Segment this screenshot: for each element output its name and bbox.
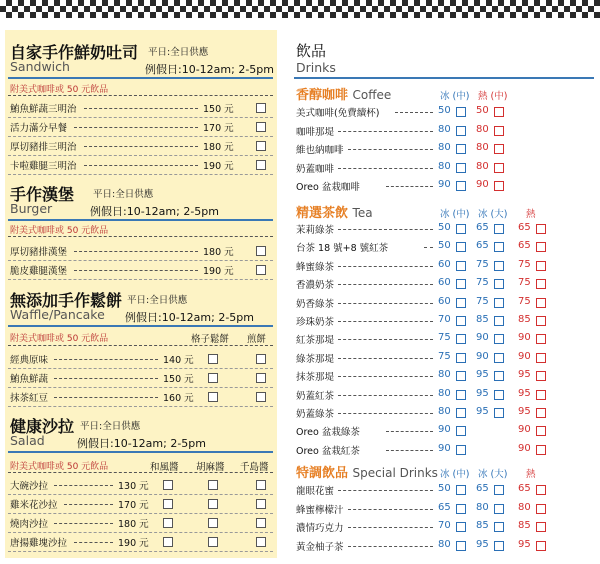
- tea-price-m: 75: [438, 350, 451, 362]
- coffee-leader: [386, 186, 434, 187]
- sandwich-checkbox-1[interactable]: [256, 160, 266, 170]
- salad-checkbox-2[interactable]: [208, 537, 218, 547]
- tea-checkbox-hot[interactable]: [536, 408, 546, 418]
- waffle-item-price: 140 元: [163, 355, 194, 366]
- special-price-l: 80: [476, 501, 489, 513]
- tea-title-zh: 精選茶飲: [296, 206, 349, 221]
- salad-item-name: 唐揚雞塊沙拉: [10, 538, 68, 549]
- coffee-price-ice: 80: [438, 160, 451, 172]
- salad-leader: [74, 542, 113, 543]
- tea-item-name: 紅茶那堤: [296, 335, 335, 347]
- special-price-m: 50: [438, 483, 451, 494]
- tea-checkbox-hot[interactable]: [536, 316, 546, 326]
- salad-note-divider: [8, 472, 273, 473]
- salad-item-name: 雞米花沙拉: [10, 500, 58, 511]
- tea-leader: [338, 376, 433, 377]
- special-checkbox-hot[interactable]: [536, 485, 546, 495]
- sandwich-holiday-hours: 例假日:10-12am; 2-5pm: [145, 63, 274, 76]
- tea-checkbox-hot[interactable]: [536, 279, 546, 289]
- tea-price-m: 60: [438, 258, 451, 270]
- tea-checkbox-hot[interactable]: [536, 390, 546, 400]
- special-price-m: 65: [438, 501, 451, 513]
- waffle-leader: [54, 378, 158, 379]
- sandwich-item-price: 150 元: [203, 104, 234, 115]
- tea-leader: [386, 431, 434, 432]
- special-checkbox-hot[interactable]: [536, 541, 546, 551]
- tea-item-name: 抹茶那堤: [296, 372, 335, 384]
- tea-price-m: 80: [438, 387, 451, 399]
- sandwich-leader: [84, 146, 198, 147]
- sandwich-checkbox-1[interactable]: [256, 122, 266, 132]
- tea-price-l: 90: [476, 332, 489, 344]
- coffee-leader: [338, 168, 433, 169]
- special-checkbox-l[interactable]: [494, 485, 504, 495]
- waffle-row-divider: [8, 406, 273, 407]
- coffee-leader: [395, 112, 433, 113]
- burger-checkbox-1[interactable]: [256, 246, 266, 256]
- burger-item-price: 180 元: [203, 247, 234, 258]
- coffee-price-hot: 90: [476, 179, 489, 190]
- tea-checkbox-hot[interactable]: [536, 426, 546, 436]
- special-checkbox-hot[interactable]: [536, 522, 546, 532]
- special-checkbox-m[interactable]: [456, 522, 466, 532]
- salad-holiday-hours: 例假日:10-12am; 2-5pm: [77, 437, 206, 450]
- tea-price-l: 90: [476, 350, 489, 362]
- coffee-item-name: 咖啡那堤: [296, 126, 335, 138]
- tea-checkbox-hot[interactable]: [536, 224, 546, 234]
- sandwich-leader: [74, 127, 198, 128]
- salad-checkbox-2[interactable]: [208, 499, 218, 509]
- waffle-rule: [8, 325, 273, 327]
- tea-price-hot: 90: [518, 424, 531, 436]
- coffee-col-hot: 熱 (中): [478, 91, 508, 102]
- tea-price-hot: 95: [518, 369, 531, 381]
- tea-leader: [338, 358, 433, 359]
- tea-checkbox-m[interactable]: [456, 316, 466, 326]
- tea-item-name: 綠茶那堤: [296, 353, 335, 365]
- burger-note-divider: [8, 236, 273, 237]
- sandwich-item-name: 厚切豬排三明治: [10, 142, 77, 153]
- tea-leader: [338, 339, 433, 340]
- salad-item-price: 190 元: [118, 538, 149, 549]
- sandwich-item-name: 活力滿分早餐: [10, 123, 68, 134]
- sandwich-row-divider: [8, 136, 273, 137]
- tea-checkbox-l[interactable]: [494, 390, 504, 400]
- tea-col-hot: 熱: [526, 209, 536, 220]
- tea-item-name: 奶蓋綠茶: [296, 409, 335, 420]
- waffle-col-pancake: 煎餅: [247, 334, 267, 345]
- tea-price-l: 75: [476, 295, 489, 307]
- tea-checkbox-m[interactable]: [456, 261, 466, 271]
- tea-price-hot: 75: [518, 258, 531, 270]
- tea-price-m: 90: [438, 424, 451, 436]
- special-leader: [348, 527, 434, 528]
- tea-price-hot: 65: [518, 240, 531, 252]
- tea-checkbox-m[interactable]: [456, 298, 466, 308]
- waffle-leader: [54, 397, 158, 398]
- waffle-item-name: 經典原味: [10, 355, 49, 366]
- coffee-price-ice: 90: [438, 179, 451, 190]
- waffle-item-price: 160 元: [163, 393, 194, 404]
- tea-price-hot: 90: [518, 332, 531, 344]
- sandwich-weekday-hours: 平日:全日供應: [148, 47, 209, 58]
- tea-leader: [338, 321, 433, 322]
- tea-item-name: 台茶 18 號+8 號紅茶: [296, 243, 389, 255]
- waffle-checkbox-2[interactable]: [256, 354, 266, 364]
- tea-price-hot: 90: [518, 442, 531, 454]
- sandwich-item-price: 190 元: [203, 161, 234, 172]
- salad-checkbox-3[interactable]: [256, 518, 266, 528]
- coffee-title-en: Coffee: [352, 88, 392, 102]
- special-leader: [348, 509, 434, 510]
- sandwich-rule: [8, 77, 273, 79]
- sandwich-item-name: 鮪魚鮮蔬三明治: [10, 104, 77, 115]
- salad-item-name: 燒肉沙拉: [10, 519, 49, 530]
- checkered-border: [0, 0, 600, 18]
- coffee-checkbox-ice[interactable]: [456, 144, 466, 154]
- tea-col-ice-l: 冰 (大): [478, 209, 508, 220]
- tea-checkbox-hot[interactable]: [536, 371, 546, 381]
- salad-checkbox-2[interactable]: [208, 518, 218, 528]
- burger-rule: [8, 219, 273, 221]
- tea-leader: [424, 247, 434, 248]
- salad-title: 健康沙拉: [10, 417, 75, 436]
- waffle-item-name: 抹茶紅豆: [10, 393, 49, 404]
- salad-note: 附美式咖啡或 50 元飲品: [10, 462, 109, 472]
- special-price-hot: 80: [518, 501, 531, 513]
- sandwich-note-divider: [8, 95, 273, 96]
- special-checkbox-l[interactable]: [494, 541, 504, 551]
- sandwich-title: 自家手作鮮奶吐司: [10, 43, 139, 62]
- tea-checkbox-m[interactable]: [456, 371, 466, 381]
- waffle-checkbox-1[interactable]: [208, 354, 218, 364]
- coffee-item-name: 奶蓋咖啡: [296, 163, 335, 175]
- tea-item-name: 香濃奶茶: [296, 280, 335, 292]
- salad-leader: [64, 504, 113, 505]
- tea-checkbox-hot[interactable]: [536, 261, 546, 271]
- waffle-english-title: Waffle/Pancake: [10, 307, 105, 322]
- tea-price-m: 80: [438, 406, 451, 417]
- tea-price-hot: 65: [518, 222, 531, 233]
- coffee-leader: [348, 149, 434, 150]
- tea-leader: [338, 413, 433, 414]
- tea-checkbox-hot[interactable]: [536, 334, 546, 344]
- tea-leader: [338, 395, 433, 396]
- tea-price-m: 60: [438, 277, 451, 289]
- drinks-title: 飲品: [296, 42, 327, 60]
- tea-checkbox-hot[interactable]: [536, 445, 546, 455]
- tea-checkbox-m[interactable]: [456, 334, 466, 344]
- burger-row-divider: [8, 279, 273, 280]
- special-checkbox-hot[interactable]: [536, 504, 546, 514]
- burger-row-divider: [8, 260, 273, 261]
- coffee-leader: [338, 131, 433, 132]
- waffle-note-divider: [8, 345, 273, 346]
- tea-checkbox-l[interactable]: [494, 371, 504, 381]
- coffee-price-hot: 80: [476, 123, 489, 135]
- salad-checkbox-1[interactable]: [163, 518, 173, 528]
- salad-row-divider: [8, 532, 273, 533]
- salad-english-title: Salad: [10, 433, 45, 448]
- burger-leader: [74, 251, 198, 252]
- sandwich-item-price: 180 元: [203, 142, 234, 153]
- special-item-name: 蜂蜜檸檬汁: [296, 504, 344, 516]
- tea-checkbox-l[interactable]: [494, 408, 504, 418]
- waffle-note: 附美式咖啡或 50 元飲品: [10, 334, 109, 344]
- drinks-rule: [294, 77, 594, 79]
- tea-checkbox-hot[interactable]: [536, 298, 546, 308]
- waffle-checkbox-2[interactable]: [256, 392, 266, 402]
- special-price-l: 85: [476, 520, 489, 531]
- tea-price-m: 75: [438, 332, 451, 344]
- waffle-holiday-hours: 例假日:10-12am; 2-5pm: [125, 311, 254, 324]
- salad-col-thousand: 千島醬: [240, 462, 269, 473]
- salad-leader: [54, 523, 113, 524]
- tea-checkbox-l[interactable]: [494, 242, 504, 252]
- coffee-checkbox-ice[interactable]: [456, 181, 466, 191]
- tea-leader: [338, 229, 433, 230]
- special-price-hot: 65: [518, 483, 531, 494]
- tea-price-hot: 95: [518, 406, 531, 417]
- sandwich-item-price: 170 元: [203, 123, 234, 134]
- special-price-l: 95: [476, 538, 489, 550]
- sandwich-leader: [84, 165, 198, 166]
- coffee-checkbox-hot[interactable]: [494, 144, 504, 154]
- salad-rule: [8, 451, 273, 453]
- salad-checkbox-3[interactable]: [256, 537, 266, 547]
- waffle-title: 無添加手作鬆餅: [10, 291, 123, 310]
- salad-item-name: 大碗沙拉: [10, 481, 49, 492]
- tea-item-name: Oreo 盆栽紅茶: [296, 445, 360, 457]
- special-checkbox-l[interactable]: [494, 522, 504, 532]
- tea-price-hot: 85: [518, 314, 531, 325]
- sandwich-row-divider: [8, 155, 273, 156]
- tea-price-m: 80: [438, 369, 451, 381]
- sandwich-checkbox-1[interactable]: [256, 141, 266, 151]
- tea-checkbox-m[interactable]: [456, 353, 466, 363]
- coffee-price-ice: 80: [438, 123, 451, 135]
- tea-price-m: 70: [438, 314, 451, 325]
- waffle-weekday-hours: 平日:全日供應: [127, 295, 188, 306]
- waffle-item-price: 150 元: [163, 374, 194, 385]
- tea-price-hot: 75: [518, 295, 531, 307]
- waffle-row-divider: [8, 387, 273, 388]
- special-item-name: 黃金柚子茶: [296, 541, 344, 553]
- waffle-checkbox-1[interactable]: [208, 392, 218, 402]
- tea-price-m: 50: [438, 240, 451, 252]
- tea-item-name: 珍珠奶茶: [296, 317, 335, 328]
- tea-price-m: 90: [438, 442, 451, 454]
- salad-row-divider: [8, 494, 273, 495]
- salad-leader: [54, 485, 113, 486]
- coffee-col-ice: 冰 (中): [440, 91, 470, 102]
- tea-leader: [338, 266, 433, 267]
- special-title: [296, 462, 438, 481]
- burger-item-name: 脆皮雞腿漢堡: [10, 266, 68, 277]
- tea-price-l: 95: [476, 406, 489, 417]
- coffee-price-ice: 50: [438, 105, 451, 116]
- coffee-price-hot: 80: [476, 160, 489, 172]
- special-title-en: Special Drinks: [352, 466, 438, 480]
- tea-title: [296, 202, 373, 221]
- coffee-item-name: 維也納咖啡: [296, 145, 344, 156]
- tea-checkbox-l[interactable]: [494, 353, 504, 363]
- sandwich-english-title: Sandwich: [10, 59, 70, 74]
- tea-checkbox-m[interactable]: [456, 390, 466, 400]
- tea-checkbox-m[interactable]: [456, 408, 466, 418]
- coffee-price-hot: 50: [476, 105, 489, 116]
- special-checkbox-m[interactable]: [456, 485, 466, 495]
- coffee-item-name: Oreo 盆栽咖啡: [296, 182, 360, 193]
- tea-price-l: 85: [476, 314, 489, 325]
- tea-checkbox-m[interactable]: [456, 445, 466, 455]
- tea-leader: [338, 284, 433, 285]
- special-col-ice-m: 冰 (中): [440, 469, 470, 480]
- special-checkbox-m[interactable]: [456, 541, 466, 551]
- salad-weekday-hours: 平日:全日供應: [80, 421, 141, 432]
- coffee-price-ice: 80: [438, 142, 451, 153]
- salad-checkbox-1[interactable]: [163, 537, 173, 547]
- special-leader: [348, 546, 434, 547]
- special-item-name: 龍眼花蜜: [296, 486, 335, 497]
- special-leader: [338, 490, 433, 491]
- waffle-leader: [54, 359, 158, 360]
- special-checkbox-m[interactable]: [456, 504, 466, 514]
- salad-item-price: 130 元: [118, 481, 149, 492]
- special-item-name: 濃情巧克力: [296, 523, 344, 534]
- tea-price-hot: 75: [518, 277, 531, 289]
- burger-title: 手作漢堡: [10, 185, 75, 204]
- salad-checkbox-2[interactable]: [208, 480, 218, 490]
- coffee-checkbox-ice[interactable]: [456, 126, 466, 136]
- tea-price-l: 65: [476, 240, 489, 252]
- tea-price-m: 50: [438, 222, 451, 233]
- special-price-l: 65: [476, 483, 489, 494]
- burger-item-name: 厚切豬排漢堡: [10, 247, 68, 258]
- sandwich-row-divider: [8, 174, 273, 175]
- tea-checkbox-l[interactable]: [494, 334, 504, 344]
- tea-item-name: 蜂蜜綠茶: [296, 261, 335, 273]
- salad-checkbox-1[interactable]: [163, 480, 173, 490]
- drinks-english-title: Drinks: [296, 60, 336, 75]
- tea-item-name: 奶蓋紅茶: [296, 390, 335, 402]
- salad-item-price: 170 元: [118, 500, 149, 511]
- sandwich-row-divider: [8, 117, 273, 118]
- special-checkbox-l[interactable]: [494, 504, 504, 514]
- tea-checkbox-m[interactable]: [456, 426, 466, 436]
- tea-checkbox-l[interactable]: [494, 316, 504, 326]
- tea-checkbox-l[interactable]: [494, 224, 504, 234]
- salad-col-japanese: 和風醬: [150, 462, 179, 473]
- tea-price-l: 95: [476, 387, 489, 399]
- special-price-hot: 95: [518, 538, 531, 550]
- sandwich-note: 附美式咖啡或 50 元飲品: [10, 85, 109, 95]
- tea-checkbox-m[interactable]: [456, 279, 466, 289]
- burger-leader: [74, 270, 198, 271]
- coffee-checkbox-hot[interactable]: [494, 126, 504, 136]
- salad-checkbox-3[interactable]: [256, 480, 266, 490]
- sandwich-leader: [84, 108, 198, 109]
- tea-item-name: 茉莉綠茶: [296, 225, 335, 236]
- waffle-item-name: 鮪魚鮮蔬: [10, 374, 49, 385]
- tea-price-l: 75: [476, 258, 489, 270]
- special-price-hot: 85: [518, 520, 531, 531]
- coffee-price-hot: 80: [476, 142, 489, 153]
- salad-row-divider: [8, 513, 273, 514]
- salad-checkbox-1[interactable]: [163, 499, 173, 509]
- coffee-item-name: 美式咖啡(免費續杯): [296, 108, 380, 119]
- coffee-title: [296, 84, 391, 103]
- tea-checkbox-m[interactable]: [456, 224, 466, 234]
- tea-checkbox-l[interactable]: [494, 279, 504, 289]
- tea-price-l: 75: [476, 277, 489, 289]
- burger-holiday-hours: 例假日:10-12am; 2-5pm: [90, 205, 219, 218]
- tea-item-name: 奶香綠茶: [296, 298, 335, 310]
- sandwich-checkbox-1[interactable]: [256, 103, 266, 113]
- sandwich-item-name: 卡啦雞腿三明治: [10, 161, 77, 172]
- salad-item-price: 180 元: [118, 519, 149, 530]
- tea-checkbox-l[interactable]: [494, 298, 504, 308]
- special-price-m: 80: [438, 538, 451, 550]
- waffle-col-grid: 格子鬆餅: [191, 334, 230, 345]
- tea-price-hot: 95: [518, 387, 531, 399]
- coffee-checkbox-ice[interactable]: [456, 107, 466, 117]
- special-price-m: 70: [438, 520, 451, 531]
- tea-title-en: Tea: [352, 206, 373, 220]
- salad-row-divider: [8, 551, 273, 552]
- burger-item-price: 190 元: [203, 266, 234, 277]
- tea-checkbox-m[interactable]: [456, 242, 466, 252]
- coffee-checkbox-hot[interactable]: [494, 181, 504, 191]
- burger-weekday-hours: 平日:全日供應: [93, 189, 154, 200]
- tea-col-ice-m: 冰 (中): [440, 209, 470, 220]
- salad-checkbox-3[interactable]: [256, 499, 266, 509]
- coffee-checkbox-hot[interactable]: [494, 163, 504, 173]
- tea-checkbox-l[interactable]: [494, 261, 504, 271]
- salad-col-sesame: 胡麻醬: [196, 462, 225, 473]
- tea-price-l: 95: [476, 369, 489, 381]
- waffle-row-divider: [8, 368, 273, 369]
- waffle-checkbox-2[interactable]: [256, 373, 266, 383]
- special-title-zh: 特調飲品: [296, 466, 349, 481]
- burger-checkbox-1[interactable]: [256, 265, 266, 275]
- coffee-checkbox-hot[interactable]: [494, 107, 504, 117]
- tea-checkbox-hot[interactable]: [536, 353, 546, 363]
- tea-price-m: 60: [438, 295, 451, 307]
- tea-leader: [338, 303, 433, 304]
- burger-note: 附美式咖啡或 50 元飲品: [10, 226, 109, 236]
- special-col-hot: 熱: [526, 469, 536, 480]
- coffee-title-zh: 香醇咖啡: [296, 88, 349, 103]
- coffee-checkbox-ice[interactable]: [456, 163, 466, 173]
- special-col-ice-l: 冰 (大): [478, 469, 508, 480]
- tea-price-l: 65: [476, 222, 489, 233]
- waffle-checkbox-1[interactable]: [208, 373, 218, 383]
- burger-english-title: Burger: [10, 201, 53, 216]
- tea-item-name: Oreo 盆栽綠茶: [296, 427, 360, 439]
- tea-leader: [386, 450, 434, 451]
- tea-price-hot: 90: [518, 350, 531, 362]
- tea-checkbox-hot[interactable]: [536, 242, 546, 252]
